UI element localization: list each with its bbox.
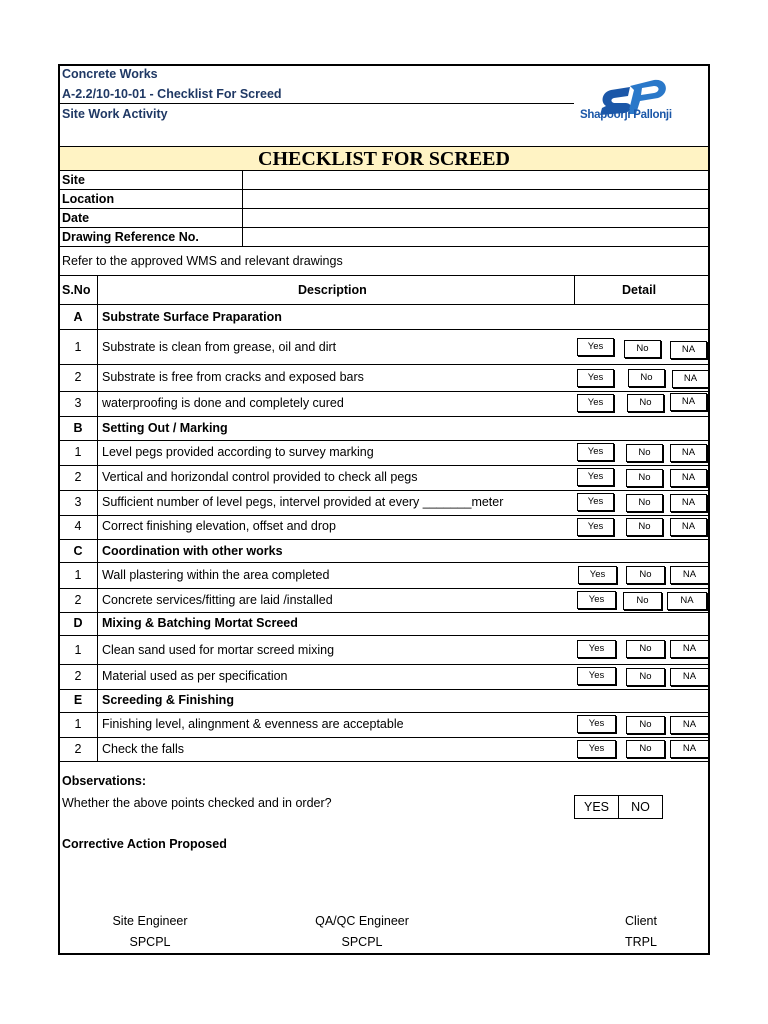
na-checkbox[interactable]: NA [670, 566, 709, 584]
no-checkbox[interactable]: No [624, 340, 661, 358]
divider [60, 490, 708, 491]
company-logo-text: Shapoorji Pallonji [580, 109, 672, 121]
divider [60, 737, 708, 738]
na-checkbox[interactable]: NA [670, 393, 707, 411]
checklist-item-text: Correct finishing elevation, offset and drop [102, 519, 336, 533]
info-label: Drawing Reference No. [62, 230, 199, 244]
divider [60, 465, 708, 466]
no-checkbox[interactable]: No [626, 494, 663, 512]
checklist-item-text: waterproofing is done and completely cured [102, 396, 344, 410]
section-title: Substrate Surface Praparation [102, 310, 282, 324]
info-row-location[interactable] [60, 190, 708, 209]
header-activity: Site Work Activity [62, 107, 168, 121]
observations-label: Observations: [62, 774, 147, 788]
divider [242, 171, 243, 189]
yes-checkbox[interactable]: Yes [577, 740, 616, 758]
item-number: 2 [74, 669, 82, 683]
section-id: A [73, 310, 83, 324]
checklist-item-text: Check the falls [102, 742, 184, 756]
column-header-description: Description [298, 283, 367, 297]
page-title: CHECKLIST FOR SCREED [258, 148, 510, 170]
yes-checkbox[interactable]: Yes [577, 443, 614, 461]
divider [60, 391, 708, 392]
section-id: E [73, 693, 83, 707]
section-id: C [73, 544, 83, 558]
divider [60, 689, 708, 690]
no-checkbox[interactable]: No [626, 740, 665, 758]
checklist-item-text: Level pegs provided according to survey marking [102, 445, 374, 459]
divider [242, 228, 243, 246]
header-doc-code: A-2.2/10-10-01 - Checklist For Screed [62, 87, 282, 101]
info-label: Date [62, 211, 90, 225]
signatory-qaqc-role: QA/QC Engineer [315, 914, 409, 928]
item-number: 1 [74, 643, 82, 657]
section-title: Setting Out / Marking [102, 421, 228, 435]
checklist-item-text: Sufficient number of level pegs, intervel provided at every _______meter [102, 495, 504, 509]
yes-checkbox[interactable]: Yes [577, 493, 614, 511]
divider [242, 209, 243, 227]
no-checkbox[interactable]: No [626, 716, 665, 734]
section-title: Screeding & Finishing [102, 693, 234, 707]
info-label: Location [62, 192, 115, 206]
na-checkbox[interactable]: NA [670, 469, 707, 487]
na-checkbox[interactable]: NA [670, 740, 709, 758]
observation-yes-box[interactable]: YES [574, 795, 619, 819]
item-number: 3 [74, 396, 82, 410]
info-label: Site [62, 173, 85, 187]
column-header-sno: S.No [62, 283, 91, 297]
yes-checkbox[interactable]: Yes [577, 667, 616, 685]
no-checkbox[interactable]: No [626, 518, 663, 536]
no-checkbox[interactable]: No [628, 369, 665, 387]
item-number: 1 [74, 445, 82, 459]
yes-checkbox[interactable]: Yes [577, 468, 614, 486]
yes-checkbox[interactable]: Yes [577, 518, 614, 536]
yes-checkbox[interactable]: Yes [577, 369, 614, 387]
checklist-item-text: Concrete services/fitting are laid /installed [102, 593, 333, 607]
no-checkbox[interactable]: No [627, 394, 664, 412]
na-checkbox[interactable]: NA [670, 518, 707, 536]
divider [60, 275, 708, 276]
yes-checkbox[interactable]: Yes [577, 715, 616, 733]
no-checkbox[interactable]: No [626, 668, 665, 686]
reference-note: Refer to the approved WMS and relevant drawings [62, 254, 343, 268]
checklist-item-text: Substrate is clean from grease, oil and dirt [102, 340, 337, 354]
yes-checkbox[interactable]: Yes [577, 338, 614, 356]
no-checkbox[interactable]: No [626, 444, 663, 462]
item-number: 2 [74, 593, 82, 607]
divider [60, 588, 708, 589]
divider [60, 635, 708, 636]
na-checkbox[interactable]: NA [670, 668, 709, 686]
no-checkbox[interactable]: No [623, 592, 662, 610]
info-row-date[interactable] [60, 209, 708, 228]
yes-checkbox[interactable]: Yes [577, 591, 616, 609]
divider [60, 664, 708, 665]
item-number: 1 [74, 340, 82, 354]
divider [60, 329, 708, 330]
divider [60, 612, 708, 613]
yes-checkbox[interactable]: Yes [577, 394, 614, 412]
divider [60, 515, 708, 516]
checklist-item-text: Vertical and horizondal control provided to check all pegs [102, 470, 418, 484]
divider [60, 761, 708, 762]
item-number: 2 [74, 742, 82, 756]
na-checkbox[interactable]: NA [670, 716, 709, 734]
divider [60, 364, 708, 365]
checklist-item-text: Material used as per specification [102, 669, 288, 683]
divider [60, 440, 708, 441]
divider [242, 190, 243, 208]
section-id: B [73, 421, 83, 435]
item-number: 1 [74, 717, 82, 731]
divider [574, 275, 575, 305]
observation-no-box[interactable]: NO [618, 795, 663, 819]
na-checkbox[interactable]: NA [672, 370, 709, 388]
checklist-item-text: Finishing level, alingnment & evenness are acceptable [102, 717, 404, 731]
item-number: 3 [74, 495, 82, 509]
na-checkbox[interactable]: NA [670, 341, 707, 359]
divider [60, 416, 708, 417]
na-checkbox[interactable]: NA [670, 494, 707, 512]
na-checkbox[interactable]: NA [670, 640, 709, 658]
divider [60, 562, 708, 563]
signatory-site-engineer-role: Site Engineer [112, 914, 188, 928]
checklist-item-text: Substrate is free from cracks and exposed bars [102, 370, 364, 384]
no-checkbox[interactable]: No [626, 469, 663, 487]
observations-question: Whether the above points checked and in order? [62, 796, 332, 810]
corrective-action-label: Corrective Action Proposed [62, 837, 227, 851]
signatory-qaqc-org: SPCPL [341, 935, 383, 949]
yes-checkbox[interactable]: Yes [577, 640, 616, 658]
checklist-item-text: Clean sand used for mortar screed mixing [102, 643, 335, 657]
na-checkbox[interactable]: NA [670, 444, 707, 462]
header-category: Concrete Works [62, 67, 158, 81]
no-checkbox[interactable]: No [626, 640, 665, 658]
info-row-drawing-ref[interactable] [60, 228, 708, 247]
divider [60, 712, 708, 713]
section-id: D [73, 616, 83, 630]
item-number: 2 [74, 470, 82, 484]
item-number: 1 [74, 568, 82, 582]
column-header-detail: Detail [622, 283, 657, 297]
signatory-client-org: TRPL [625, 935, 657, 949]
item-number: 4 [74, 519, 82, 533]
no-checkbox[interactable]: No [626, 566, 665, 584]
divider [60, 304, 708, 305]
na-checkbox[interactable]: NA [667, 592, 707, 610]
item-number: 2 [74, 370, 82, 384]
checklist-item-text: Wall plastering within the area completed [102, 568, 330, 582]
signatory-site-engineer-org: SPCPL [129, 935, 171, 949]
signatory-client-role: Client [625, 914, 657, 928]
section-title: Mixing & Batching Mortat Screed [102, 616, 298, 630]
info-row-site[interactable] [60, 171, 708, 190]
title-band [60, 146, 708, 171]
section-title: Coordination with other works [102, 544, 283, 558]
header-rule [60, 103, 574, 104]
divider [60, 539, 708, 540]
yes-checkbox[interactable]: Yes [578, 566, 617, 584]
